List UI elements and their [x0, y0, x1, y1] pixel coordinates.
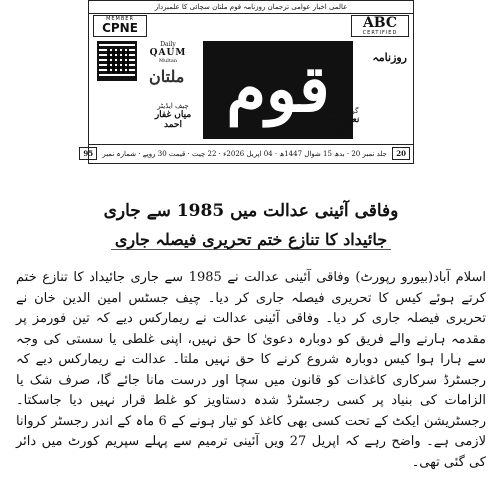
group-editor-name: نعیم احمد شیخ	[322, 115, 360, 135]
abc-label: ABC	[362, 15, 398, 31]
qr-code-icon	[97, 41, 137, 81]
cpne-member-badge	[93, 15, 147, 37]
abc-certified-label: CERTIFIED	[362, 30, 398, 36]
masthead-date-strip	[83, 144, 413, 163]
chief-editor-block	[145, 101, 201, 130]
cpne-label: CPNE	[102, 21, 138, 35]
qaum-label: QAUM	[149, 48, 187, 58]
volume-number: 20	[392, 147, 410, 160]
issue-number: 95	[79, 147, 97, 160]
group-editor-block	[315, 107, 367, 135]
group-editor-role: گروپ ایڈیٹر	[323, 107, 359, 115]
chief-editor-name: میاں غفار احمد	[154, 110, 192, 130]
date-line: جلد نمبر 20 · بدھ 15 شوال 1447ھ · 04 اپریل 2026ء · 22 چیت · قیمت 30 روپے · شمارہ نمبر	[102, 150, 388, 158]
abc-certified-badge	[351, 15, 409, 37]
masthead-top-strip: عالمی اخبار عوامی ترجمان روزنامہ قوم ملتان سچائی کا علمبردار	[89, 1, 413, 14]
newspaper-masthead	[83, 0, 414, 164]
multan-label: Multan	[158, 58, 178, 64]
logo-text: قوم	[226, 52, 330, 127]
city-label: ملتان	[149, 67, 185, 86]
rozname-label: روزنامہ	[372, 51, 407, 64]
headline-secondary-text: جائیداد کا تنازع ختم تحریری فیصلہ جاری	[111, 230, 391, 250]
headline-secondary	[0, 230, 502, 249]
article-body: اسلام آباد(بیورو رپورٹ) وفاقی آئینی عدالت نے 1985 سے جاری جائیداد کا تنازع ختم کرتے ہوئے کیس کا تحریری فیصلہ جاری کر دیا۔ چیف جسٹس امین الدین خان نے تحریری فیصلہ جاری کر دیا۔ وفاقی آئینی عدالت نے ریمارکس دیے کہ تین فورمز پر مقدمہ ہارنے والے فریق کو دوبارہ دعویٰ کا حق نہیں، اپنی غلطی یا سستی کی وجہ سے ہارا ہوا کیس دوبارہ شروع کرنے کا حق نہیں ملتا۔ عدالت نے ریمارکس دیے کہ رجسٹرڈ سرکاری کاغذات کو قانون میں سچا اور درست مانا جائے گا، صرف شک یا الزامات کی بنیاد پر کسی رجسٹرڈ شدہ دستاویز کو غلط قرار نہیں دیا جاسکتا۔ رجسٹریشن ایکٹ کے تحت کسی بھی کاغذ کو تیار ہونے کے 6 ماہ کے اندر رجسٹر کروانا لازمی ہے۔ واضح رہے کہ اپریل 27 ویں آئینی ترمیم سے پہلے سپریم کورٹ میں دائر کی گئی تھی۔	[16, 270, 486, 470]
daily-label: Daily	[160, 41, 176, 48]
chief-editor-role: چیف ایڈیٹر	[157, 102, 189, 110]
daily-qaum-english-title	[143, 41, 193, 64]
headline-primary: وفاقی آئینی عدالت میں 1985 سے جاری	[103, 201, 399, 221]
cpne-member-label: MEMBER	[106, 16, 134, 22]
